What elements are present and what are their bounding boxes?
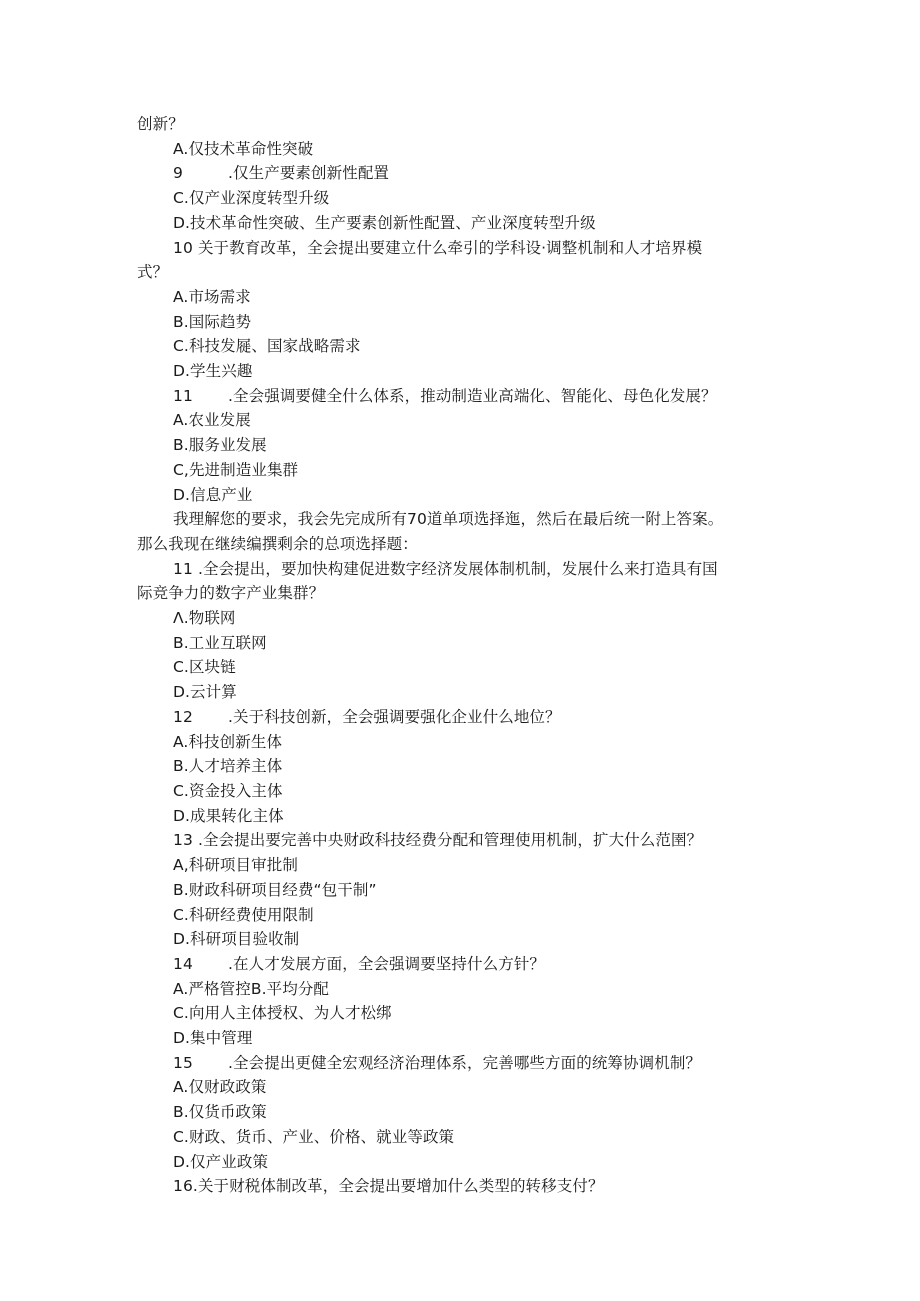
text-line	[137, 532, 777, 557]
line-text: A.科技创新生体	[173, 732, 283, 751]
question-number: 12	[173, 707, 193, 726]
text-line	[137, 1150, 777, 1175]
text-line	[137, 408, 777, 433]
line-text: A.农业发展	[173, 411, 251, 430]
line-text: .关于科技创新，全会强调要强化企业什么地位？	[228, 707, 561, 726]
line-text: 式？	[137, 263, 169, 282]
text-line	[137, 186, 777, 211]
line-text: A.仅技术革命性突破	[173, 139, 314, 158]
text-line	[137, 952, 777, 977]
text-line	[137, 1125, 777, 1150]
line-text: 我理解您的要求，我会先完成所有70道单项选择迤，然后在最后统一附上答案。	[173, 510, 724, 529]
text-line	[137, 458, 777, 483]
line-text: B.仅货币政策	[173, 1103, 267, 1122]
line-text: 11 .全会提出，要加快构建促进数字经济发展体制机制，发展什么来打造具有国	[173, 559, 718, 578]
text-line	[137, 853, 777, 878]
text-line	[137, 680, 777, 705]
line-text: B.服务业发展	[173, 436, 267, 455]
text-line	[137, 779, 777, 804]
text-line	[137, 730, 777, 755]
line-text: D.成果转化主体	[173, 806, 284, 825]
text-line	[137, 754, 777, 779]
line-text: C.资金投入主体	[173, 781, 283, 800]
text-line	[137, 334, 777, 359]
text-line	[137, 878, 777, 903]
line-text: 13 .全会提出要完善中央财政科技经费分配和管理使用机制，扩大什么范圉？	[173, 831, 703, 850]
line-text: D.集中管理	[173, 1029, 253, 1048]
line-text: D.科研项目验收制	[173, 930, 300, 949]
line-text: C.科研经费使用限制	[173, 905, 314, 924]
text-line	[137, 1051, 777, 1076]
line-text: C.科技发屣、国家战略需求	[173, 337, 361, 356]
line-text: C.区块链	[173, 658, 236, 677]
line-text: .在人才发展方面，全会强调要坚持什么方针？	[228, 954, 546, 973]
text-line	[137, 581, 777, 606]
line-text: B.人才培养主体	[173, 757, 283, 776]
line-text: C.财政、货币、产业、价格、就业等政策	[173, 1127, 455, 1146]
line-text: A.仅财政政策	[173, 1078, 267, 1097]
text-line	[137, 606, 777, 631]
line-text: B.国际趋势	[173, 312, 252, 331]
text-line	[137, 112, 777, 137]
text-line	[137, 927, 777, 952]
text-line	[137, 705, 777, 730]
text-line	[137, 804, 777, 829]
text-line	[137, 1001, 777, 1026]
text-line	[137, 236, 777, 261]
text-line	[137, 285, 777, 310]
text-line	[137, 1026, 777, 1051]
question-number: 11	[173, 386, 193, 405]
line-text: A,科研项目审批制	[173, 856, 298, 875]
text-line	[137, 483, 777, 508]
text-line	[137, 1174, 777, 1199]
line-text: A.市场需求	[173, 287, 251, 306]
line-text: D.学生兴趣	[173, 362, 253, 381]
text-line	[137, 384, 777, 409]
line-text: B.财政科研项目经费“包干制”	[173, 880, 377, 899]
line-text: .全会强调要健全什么体系，推动制造业高端化、智能化、母色化发展？	[228, 386, 717, 405]
text-line	[137, 310, 777, 335]
text-line	[137, 1075, 777, 1100]
text-line	[137, 507, 777, 532]
text-line	[137, 557, 777, 582]
text-line	[137, 631, 777, 656]
line-text: D.仅产业政策	[173, 1152, 269, 1171]
text-line	[137, 1100, 777, 1125]
line-text: 际竞争力的数字产业集群？	[137, 584, 325, 603]
line-text: A.严格管控B.平均分配	[173, 979, 330, 998]
text-line	[137, 977, 777, 1002]
line-text: .仅生产要素创新性配置	[228, 164, 390, 183]
question-number: 9	[173, 164, 183, 183]
text-line	[137, 433, 777, 458]
text-line	[137, 828, 777, 853]
text-line	[137, 260, 777, 285]
text-line	[137, 655, 777, 680]
line-text: C.仅产业深度转型升级	[173, 189, 330, 208]
line-text: .全会提出更健全宏观经济治理体系，完善哪些方面的统筹协调机制？	[228, 1053, 702, 1072]
line-text: 创新？	[137, 115, 184, 133]
text-line	[137, 903, 777, 928]
line-text: C.向用人主体授权、为人才松绑	[173, 1004, 392, 1023]
line-text: D.信息产业	[173, 485, 253, 504]
line-text: B.工业互联网	[173, 633, 267, 652]
line-text: 16.关于财税体制改革，全会提出要增加什么类型的转移支付？	[173, 1177, 604, 1196]
line-text: Λ.物联网	[173, 609, 236, 628]
text-line	[137, 211, 777, 236]
line-text: D.技术革命性突破、生产要素创新性配置、产业深度转型升级	[173, 213, 596, 232]
line-text: C,先进制造业集群	[173, 460, 299, 479]
question-number: 15	[173, 1053, 193, 1072]
question-list	[137, 112, 777, 1199]
line-text: 10 关于教育改革，全会提出要建立什么牵引的学科设·调整机制和人才培界模	[173, 238, 703, 257]
line-text: D.云计算	[173, 683, 237, 702]
text-line	[137, 161, 777, 186]
question-number: 14	[173, 954, 193, 973]
text-line	[137, 137, 777, 162]
line-text: 那么我现在继续编撰剩余的总项选择题：	[137, 534, 418, 553]
text-line	[137, 359, 777, 384]
